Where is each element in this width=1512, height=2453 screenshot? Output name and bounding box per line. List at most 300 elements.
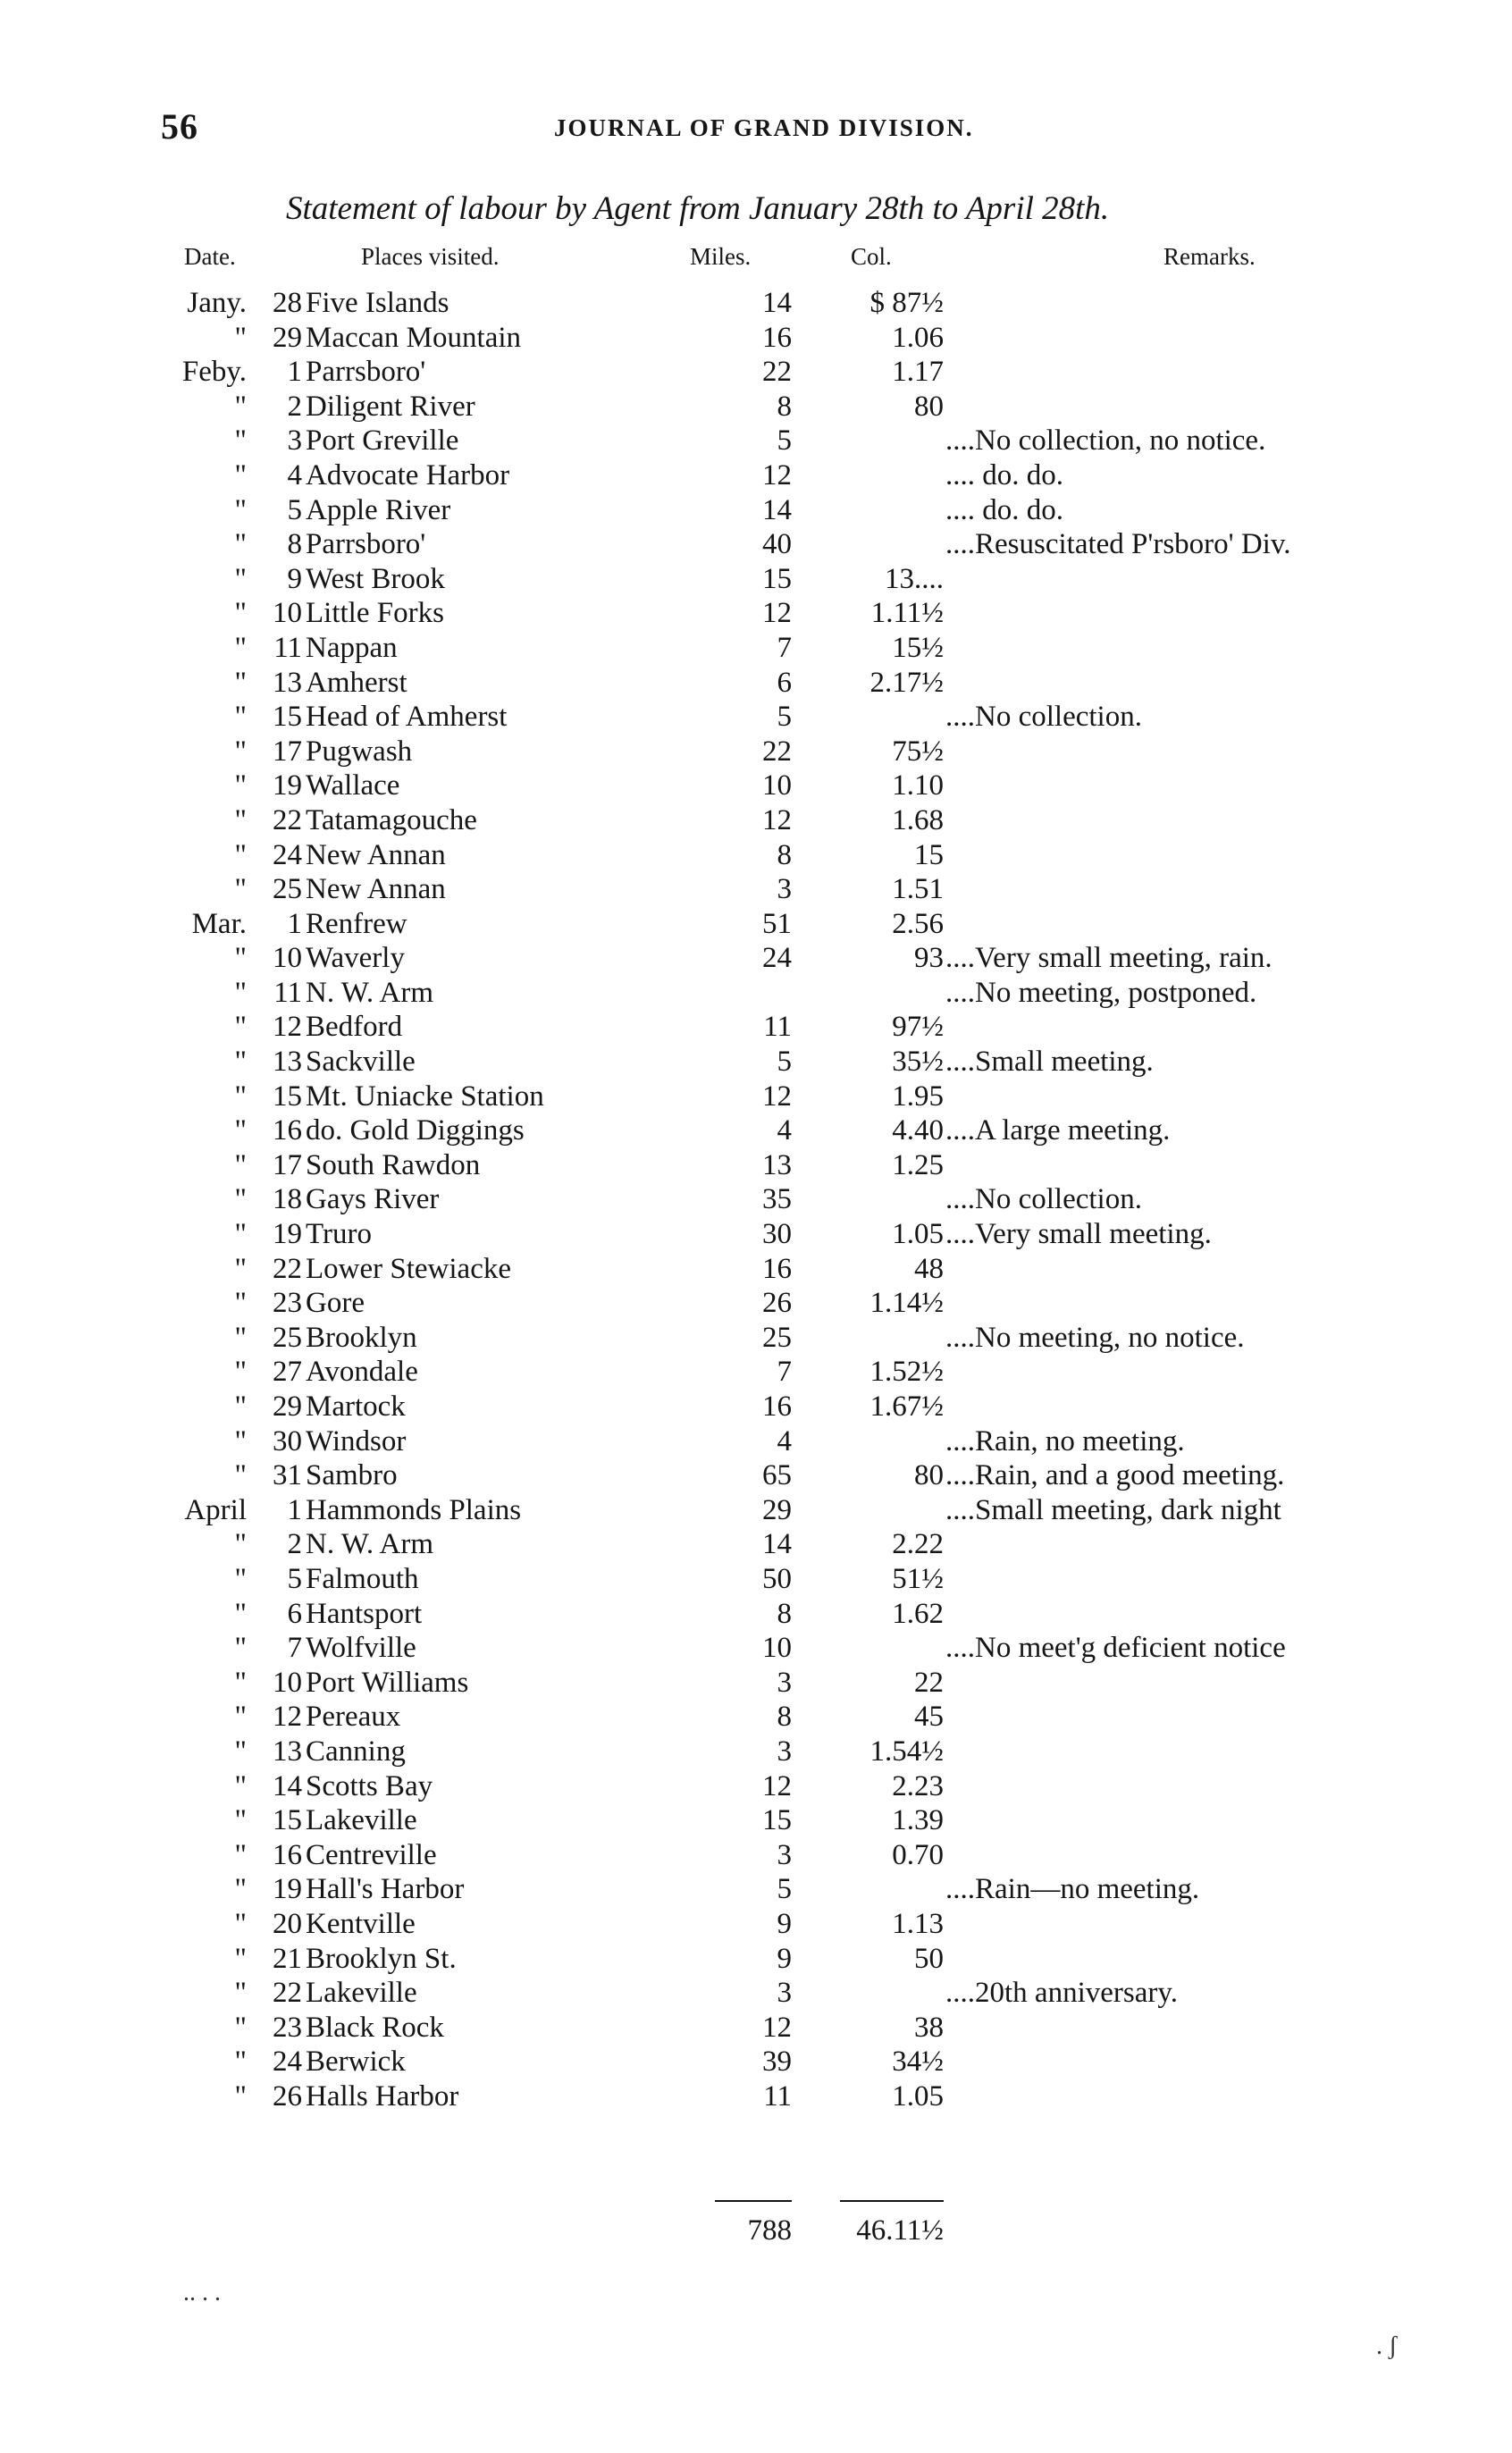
cell-col: 2.23 [892, 1769, 944, 1802]
table-row [0, 1872, 1512, 1907]
cell-place: Falmouth [306, 1562, 419, 1595]
table-row [0, 1907, 1512, 1942]
cell-day: 28 [273, 287, 302, 319]
cell-day: 25 [273, 1321, 302, 1354]
cell-miles: 14 [762, 1528, 792, 1561]
cell-remark: ....Rain—no meeting. [945, 1873, 1200, 1906]
cell-miles: 12 [762, 1769, 792, 1802]
cell-place: Amherst [306, 666, 407, 699]
cell-miles: 16 [762, 321, 792, 354]
total-col: 46.11½ [856, 2214, 944, 2247]
cell-day: 26 [273, 2079, 302, 2113]
table-row [0, 1286, 1512, 1321]
cell-month: Mar. [191, 907, 247, 940]
cell-miles: 10 [762, 1632, 792, 1665]
table-title: Statement of labour by Agent from January 28th to April 28th. [286, 190, 1110, 227]
cell-place: Lower Stewiacke [306, 1252, 511, 1285]
cell-place: Martock [306, 1390, 406, 1423]
table-row [0, 355, 1512, 390]
cell-miles: 40 [762, 528, 792, 561]
table-row [0, 872, 1512, 907]
cell-col: 97½ [892, 1011, 944, 1044]
cell-month: " [234, 1907, 247, 1940]
table-row [0, 1458, 1512, 1493]
cell-day: 11 [273, 631, 302, 664]
cell-miles: 5 [777, 701, 792, 734]
cell-col: 1.14½ [869, 1287, 944, 1320]
table-row [0, 838, 1512, 873]
cell-month: " [234, 1424, 247, 1458]
cell-place: Mt. Uniacke Station [306, 1079, 544, 1113]
cell-remark: ....Resuscitated P'rsboro' Div. [945, 528, 1291, 561]
cell-miles: 9 [777, 1942, 792, 1975]
cell-day: 10 [273, 942, 302, 975]
cell-month: " [234, 1287, 247, 1320]
cell-month: Feby. [181, 356, 247, 389]
cell-month: " [234, 1701, 247, 1734]
cell-day: 27 [273, 1356, 302, 1389]
cell-remark: ....Rain, and a good meeting. [945, 1459, 1285, 1492]
cell-col: 0.70 [892, 1838, 944, 1871]
running-head: JOURNAL OF GRAND DIVISION. [554, 114, 974, 141]
page-number: 56 [161, 106, 198, 147]
cell-day: 5 [287, 1562, 302, 1595]
cell-month: " [234, 1114, 247, 1147]
cell-day: 5 [287, 493, 302, 526]
cell-miles: 11 [763, 2079, 792, 2113]
table-row [0, 1527, 1512, 1562]
cell-place: Wallace [306, 769, 400, 802]
cell-day: 16 [273, 1114, 302, 1147]
header-miles: Miles. [690, 243, 752, 270]
print-speck-right: . ʃ [1376, 2332, 1398, 2360]
table-row [0, 1182, 1512, 1217]
cell-miles: 9 [777, 1907, 792, 1940]
cell-day: 17 [273, 735, 302, 768]
cell-month: " [234, 735, 247, 768]
cell-col: 38 [914, 2011, 944, 2044]
cell-col: 48 [914, 1252, 944, 1285]
cell-col: 2.22 [892, 1528, 944, 1561]
cell-day: 20 [273, 1907, 302, 1940]
cell-col: 35½ [892, 1046, 944, 1079]
cell-month: " [234, 1218, 247, 1251]
cell-day: 29 [273, 1390, 302, 1423]
cell-place: Parrsboro' [306, 528, 426, 561]
table-row [0, 2079, 1512, 2114]
cell-month: " [234, 976, 247, 1009]
table-row [0, 2045, 1512, 2079]
cell-month: " [234, 321, 247, 354]
cell-miles: 8 [777, 390, 792, 423]
cell-place: Tatamagouche [306, 803, 477, 836]
table-row [0, 1769, 1512, 1804]
cell-month: " [234, 1562, 247, 1595]
total-miles: 788 [747, 2214, 792, 2247]
table-row [0, 1976, 1512, 2011]
cell-place: Hall's Harbor [306, 1873, 465, 1906]
cell-remark: ....No collection. [945, 1183, 1142, 1216]
cell-day: 22 [273, 1252, 302, 1285]
cell-miles: 8 [777, 1701, 792, 1734]
cell-remark: ....Small meeting. [945, 1046, 1154, 1079]
cell-remark: ....Small meeting, dark night [945, 1493, 1281, 1526]
cell-col: 1.39 [892, 1804, 944, 1837]
cell-miles: 4 [777, 1114, 792, 1147]
table-row [0, 1148, 1512, 1183]
cell-col: 50 [914, 1942, 944, 1975]
cell-miles: 22 [762, 356, 792, 389]
cell-place: Gays River [306, 1183, 440, 1216]
table-row [0, 2011, 1512, 2046]
cell-place: Truro [306, 1218, 372, 1251]
cell-miles: 29 [762, 1493, 792, 1526]
table-row [0, 1700, 1512, 1735]
table-row [0, 1252, 1512, 1287]
table-row [0, 1113, 1512, 1148]
cell-remark: ....No meeting, no notice. [945, 1321, 1245, 1354]
cell-col: 80 [914, 1459, 944, 1492]
cell-miles: 22 [762, 735, 792, 768]
table-row [0, 976, 1512, 1011]
cell-place: Scotts Bay [306, 1769, 433, 1802]
cell-month: " [234, 1046, 247, 1079]
cell-month: " [234, 1148, 247, 1181]
cell-col: 13.... [885, 562, 944, 595]
cell-remark: .... do. do. [945, 458, 1063, 491]
cell-month: " [234, 528, 247, 561]
cell-col: 1.54½ [869, 1735, 944, 1768]
cell-miles: 3 [777, 873, 792, 906]
table-row [0, 390, 1512, 424]
cell-miles: 16 [762, 1252, 792, 1285]
header-places: Places visited. [361, 243, 500, 270]
cell-miles: 8 [777, 1597, 792, 1630]
cell-miles: 26 [762, 1287, 792, 1320]
table-row [0, 769, 1512, 803]
cell-place: Little Forks [306, 597, 444, 630]
cell-place: Pugwash [306, 735, 413, 768]
cell-day: 18 [273, 1183, 302, 1216]
cell-place: N. W. Arm [306, 1528, 434, 1561]
cell-month: " [234, 1804, 247, 1837]
cell-col: 2.56 [892, 907, 944, 940]
cell-day: 1 [287, 1493, 302, 1526]
cell-miles: 8 [777, 838, 792, 871]
cell-place: Brooklyn St. [306, 1942, 457, 1975]
cell-month: " [234, 1356, 247, 1389]
cell-place: Black Rock [306, 2011, 444, 2044]
cell-place: Windsor [306, 1424, 407, 1458]
cell-place: Parrsboro' [306, 356, 426, 389]
cell-month: " [234, 1011, 247, 1044]
cell-month: " [234, 390, 247, 423]
cell-day: 21 [273, 1942, 302, 1975]
table-row [0, 631, 1512, 666]
table-row [0, 700, 1512, 735]
cell-month: " [234, 1252, 247, 1285]
cell-day: 15 [273, 1804, 302, 1837]
cell-day: 22 [273, 1977, 302, 2010]
cell-miles: 16 [762, 1390, 792, 1423]
cell-day: 19 [273, 1873, 302, 1906]
cell-place: Lakeville [306, 1977, 417, 2010]
table-row [0, 735, 1512, 769]
table-row [0, 424, 1512, 458]
cell-month: " [234, 1459, 247, 1492]
cell-day: 19 [273, 1218, 302, 1251]
table-row [0, 1803, 1512, 1838]
cell-col: 1.25 [892, 1148, 944, 1181]
cell-miles: 25 [762, 1321, 792, 1354]
cell-remark: ....A large meeting. [945, 1114, 1171, 1147]
cell-place: Berwick [306, 2046, 406, 2079]
cell-col: 51½ [892, 1562, 944, 1595]
cell-day: 1 [287, 907, 302, 940]
cell-month: Jany. [187, 287, 247, 319]
table-row [0, 1355, 1512, 1390]
cell-place: Canning [306, 1735, 406, 1768]
cell-miles: 7 [777, 631, 792, 664]
table-row [0, 1735, 1512, 1769]
cell-month: " [234, 1735, 247, 1768]
cell-miles: 30 [762, 1218, 792, 1251]
cell-col: 15 [914, 838, 944, 871]
cell-miles: 15 [762, 1804, 792, 1837]
cell-place: Diligent River [306, 390, 475, 423]
cell-col: 93 [914, 942, 944, 975]
table-row [0, 1010, 1512, 1045]
cell-miles: 51 [762, 907, 792, 940]
cell-day: 13 [273, 1046, 302, 1079]
cell-miles: 24 [762, 942, 792, 975]
cell-miles: 12 [762, 458, 792, 491]
table-row [0, 596, 1512, 631]
cell-day: 1 [287, 356, 302, 389]
cell-day: 24 [273, 2046, 302, 2079]
table-row [0, 1217, 1512, 1252]
table-row [0, 1597, 1512, 1632]
cell-miles: 50 [762, 1562, 792, 1595]
cell-day: 14 [273, 1769, 302, 1802]
table-row [0, 1493, 1512, 1528]
cell-place: Hammonds Plains [306, 1493, 522, 1526]
cell-remark: ....Very small meeting. [945, 1218, 1212, 1251]
cell-miles: 5 [777, 1873, 792, 1906]
cell-col: 2.17½ [869, 666, 944, 699]
cell-place: Renfrew [306, 907, 407, 940]
cell-month: " [234, 493, 247, 526]
total-rule-miles [715, 2200, 792, 2202]
cell-month: " [234, 666, 247, 699]
cell-day: 15 [273, 701, 302, 734]
cell-day: 13 [273, 1735, 302, 1768]
cell-miles: 14 [762, 287, 792, 319]
print-speck-left: .. . . [183, 2279, 221, 2306]
cell-month: " [234, 942, 247, 975]
cell-col: 1.52½ [869, 1356, 944, 1389]
cell-place: do. Gold Diggings [306, 1114, 525, 1147]
cell-day: 29 [273, 321, 302, 354]
cell-place: Wolfville [306, 1632, 416, 1665]
cell-day: 12 [273, 1011, 302, 1044]
cell-col: 1.06 [892, 321, 944, 354]
table-row [0, 1631, 1512, 1666]
table-row [0, 493, 1512, 528]
cell-remark: .... do. do. [945, 493, 1063, 526]
cell-day: 19 [273, 769, 302, 802]
cell-remark: ....20th anniversary. [945, 1977, 1178, 2010]
cell-day: 2 [287, 390, 302, 423]
cell-month: " [234, 873, 247, 906]
table-row [0, 321, 1512, 356]
cell-day: 23 [273, 1287, 302, 1320]
cell-col: 1.10 [892, 769, 944, 802]
cell-place: Waverly [306, 942, 405, 975]
cell-month: " [234, 1666, 247, 1699]
cell-place: Apple River [306, 493, 451, 526]
cell-col: 75½ [892, 735, 944, 768]
cell-place: Gore [306, 1287, 365, 1320]
table-row [0, 1562, 1512, 1597]
cell-miles: 35 [762, 1183, 792, 1216]
cell-place: Avondale [306, 1356, 418, 1389]
cell-day: 13 [273, 666, 302, 699]
table-row [0, 1045, 1512, 1079]
cell-miles: 15 [762, 562, 792, 595]
cell-month: " [234, 701, 247, 734]
cell-day: 15 [273, 1079, 302, 1113]
cell-month: " [234, 2079, 247, 2113]
cell-col: 1.62 [892, 1597, 944, 1630]
cell-month: " [234, 1769, 247, 1802]
cell-miles: 12 [762, 2011, 792, 2044]
cell-miles: 3 [777, 1838, 792, 1871]
cell-place: Port Williams [306, 1666, 469, 1699]
cell-miles: 6 [777, 666, 792, 699]
cell-col: 4.40 [892, 1114, 944, 1147]
cell-place: Port Greville [306, 424, 459, 458]
table-row [0, 803, 1512, 838]
cell-col: 45 [914, 1701, 944, 1734]
cell-col: 1.51 [892, 873, 944, 906]
cell-miles: 5 [777, 424, 792, 458]
cell-miles: 5 [777, 1046, 792, 1079]
header-col: Col. [851, 243, 892, 270]
cell-col: 15½ [892, 631, 944, 664]
cell-day: 7 [287, 1632, 302, 1665]
cell-month: " [234, 769, 247, 802]
cell-remark: ....No meeting, postponed. [945, 976, 1257, 1009]
cell-place: Lakeville [306, 1804, 417, 1837]
cell-place: Maccan Mountain [306, 321, 522, 354]
cell-remark: ....No collection, no notice. [945, 424, 1266, 458]
cell-day: 23 [273, 2011, 302, 2044]
header-date: Date. [184, 243, 236, 270]
cell-month: " [234, 2046, 247, 2079]
cell-month: " [234, 1528, 247, 1561]
cell-month: " [234, 1942, 247, 1975]
cell-miles: 12 [762, 803, 792, 836]
cell-month: " [234, 1079, 247, 1113]
cell-place: New Annan [306, 873, 446, 906]
cell-col: 1.17 [892, 356, 944, 389]
cell-month: April [184, 1493, 247, 1526]
table-row [0, 941, 1512, 976]
table-row [0, 907, 1512, 942]
table-row [0, 1390, 1512, 1424]
cell-remark: ....Very small meeting, rain. [945, 942, 1273, 975]
cell-place: Nappan [306, 631, 398, 664]
cell-place: Kentville [306, 1907, 416, 1940]
cell-miles: 7 [777, 1356, 792, 1389]
cell-miles: 14 [762, 493, 792, 526]
cell-month: " [234, 1873, 247, 1906]
table-row [0, 527, 1512, 562]
cell-remark: ....No meet'g deficient notice [945, 1632, 1286, 1665]
cell-miles: 39 [762, 2046, 792, 2079]
cell-day: 6 [287, 1597, 302, 1630]
cell-place: Advocate Harbor [306, 458, 510, 491]
cell-col: 34½ [892, 2046, 944, 2079]
table-row [0, 1321, 1512, 1356]
table-row [0, 666, 1512, 701]
cell-month: " [234, 597, 247, 630]
cell-col: 1.11½ [870, 597, 944, 630]
cell-col: 22 [914, 1666, 944, 1699]
cell-place: Five Islands [306, 287, 449, 319]
cell-place: Pereaux [306, 1701, 401, 1734]
table-row [0, 1666, 1512, 1701]
cell-col: $ 87½ [869, 287, 944, 319]
cell-day: 22 [273, 803, 302, 836]
table-row [0, 562, 1512, 597]
labour-table [0, 286, 1512, 2113]
cell-month: " [234, 1977, 247, 2010]
cell-place: Hantsport [306, 1597, 423, 1630]
cell-miles: 10 [762, 769, 792, 802]
cell-place: Halls Harbor [306, 2079, 459, 2113]
cell-month: " [234, 1632, 247, 1665]
cell-miles: 13 [762, 1148, 792, 1181]
column-headers [0, 243, 1512, 279]
total-rule-col [840, 2200, 944, 2202]
cell-day: 4 [287, 458, 302, 491]
cell-place: Sackville [306, 1046, 416, 1079]
cell-place: Brooklyn [306, 1321, 417, 1354]
cell-place: Centreville [306, 1838, 437, 1871]
cell-miles: 3 [777, 1977, 792, 2010]
cell-month: " [234, 1390, 247, 1423]
cell-place: West Brook [306, 562, 445, 595]
cell-day: 3 [287, 424, 302, 458]
table-row [0, 286, 1512, 321]
cell-day: 16 [273, 1838, 302, 1871]
cell-col: 1.05 [892, 2079, 944, 2113]
cell-month: " [234, 1183, 247, 1216]
cell-col: 80 [914, 390, 944, 423]
cell-month: " [234, 1838, 247, 1871]
cell-place: Bedford [306, 1011, 403, 1044]
table-row [0, 1838, 1512, 1873]
cell-place: N. W. Arm [306, 976, 434, 1009]
cell-month: " [234, 458, 247, 491]
table-row [0, 1079, 1512, 1114]
cell-day: 10 [273, 1666, 302, 1699]
cell-remark: ....No collection. [945, 701, 1142, 734]
cell-month: " [234, 631, 247, 664]
cell-remark: ....Rain, no meeting. [945, 1424, 1185, 1458]
